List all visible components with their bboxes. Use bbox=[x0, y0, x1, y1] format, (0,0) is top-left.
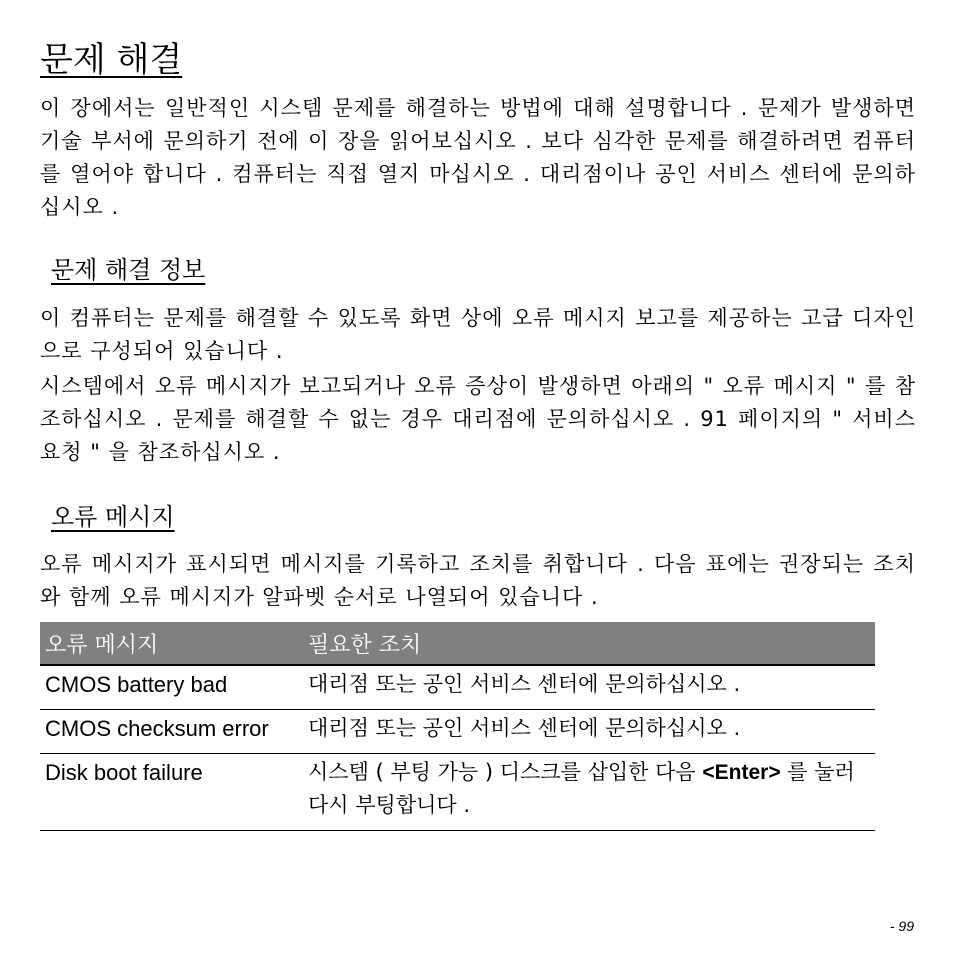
table-row bbox=[40, 754, 875, 831]
action-cell bbox=[303, 754, 875, 831]
troubleshooting-info-paragraph-2: 시스템에서 오류 메시지가 보고되거나 오류 증상이 발생하면 아래의 " 오류 메시지 " 를 참조하십시오 . 문제를 해결할 수 없는 경우 대리점에 문의하십시오 . 91 페이지의 " 서비스 요청 " 을 참조하십시오 . bbox=[40, 374, 916, 464]
action-text: 시스템 ( 부팅 가능 ) 디스크를 삽입한 다음 bbox=[308, 760, 703, 784]
intro-paragraph: 이 장에서는 일반적인 시스템 문제를 해결하는 방법에 대해 설명합니다 . 문제가 발생하면 기술 부서에 문의하기 전에 이 장을 읽어보십시오 . 보다 심각한 문제를 해결하려면 컴퓨터를 열어야 합니다 . 컴퓨터는 직접 열지 마십시오 . 대리점이나 공인 서비스 센터에 문의하십시오 . bbox=[40, 96, 916, 219]
table-row bbox=[40, 665, 875, 710]
page-number: - 99 bbox=[889, 918, 914, 934]
error-message-table bbox=[40, 622, 875, 831]
header-required-action: 필요한 조치 bbox=[303, 622, 875, 665]
header-error-message: 오류 메시지 bbox=[40, 622, 303, 665]
enter-key-label: <Enter> bbox=[702, 761, 781, 784]
action-text: 를 눌러 다시 부팅합니다 . bbox=[308, 760, 855, 817]
page-title: 문제 해결 bbox=[40, 40, 183, 80]
error-message-cell: CMOS checksum error bbox=[40, 710, 303, 754]
troubleshooting-info-paragraph-1: 이 컴퓨터는 문제를 해결할 수 있도록 화면 상에 오류 메시지 보고를 제공하는 고급 디자인으로 구성되어 있습니다 . bbox=[40, 306, 916, 363]
error-message-cell: Disk boot failure bbox=[40, 754, 303, 831]
section-heading-error-messages: 오류 메시지 bbox=[51, 503, 175, 531]
table-row bbox=[40, 710, 875, 754]
error-message-cell: CMOS battery bad bbox=[40, 665, 303, 710]
action-cell: 대리점 또는 공인 서비스 센터에 문의하십시오 . bbox=[303, 665, 875, 710]
error-messages-paragraph: 오류 메시지가 표시되면 메시지를 기록하고 조치를 취합니다 . 다음 표에는 권장되는 조치와 함께 오류 메시지가 알파벳 순서로 나열되어 있습니다 . bbox=[40, 552, 916, 609]
section-heading-troubleshooting-info: 문제 해결 정보 bbox=[51, 256, 206, 284]
action-cell: 대리점 또는 공인 서비스 센터에 문의하십시오 . bbox=[303, 710, 875, 754]
table-header-row bbox=[40, 622, 875, 665]
